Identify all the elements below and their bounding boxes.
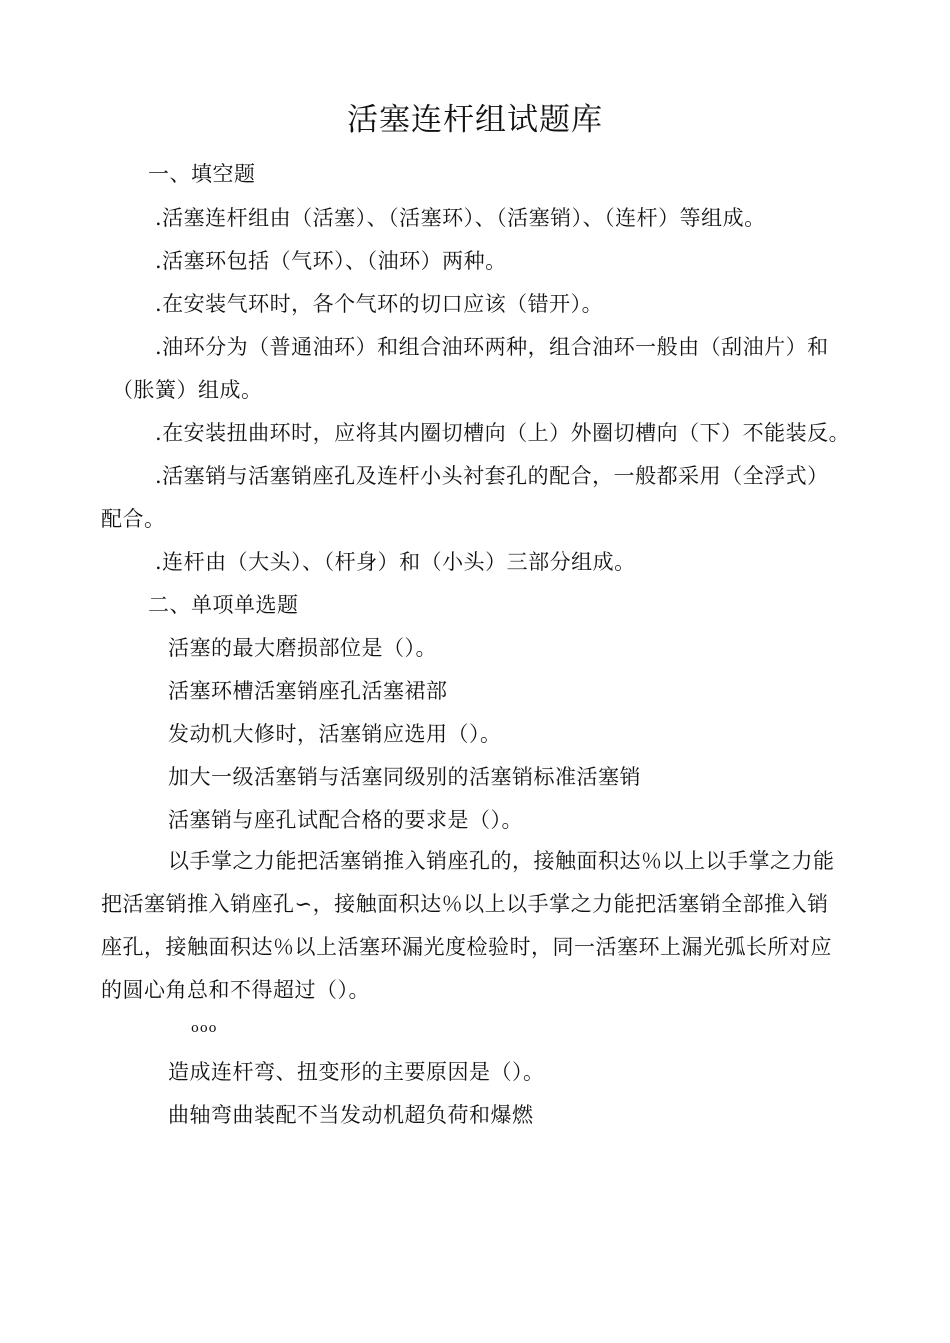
choice-question-2-options: 加大一级活塞销与活塞同级别的活塞销标准活塞销 (168, 765, 641, 789)
question-7: .连杆由（大头）、（杆身）和（小头）三部分组成。 (155, 550, 636, 574)
question-1: .活塞连杆组由（活塞）、（活塞环）、（活塞销）、（连杆）等组成。 (155, 206, 766, 230)
choice-question-3-paragraph-line-4: 的圆心角总和不得超过（）。 (101, 978, 370, 1002)
question-6-line-1: .活塞销与活塞销座孔及连杆小头衬套孔的配合，一般都采用（全浮式） (155, 464, 829, 488)
question-2: .活塞环包括（气环）、（油环）两种。 (155, 249, 507, 273)
choice-question-4: 造成连杆弯、扭变形的主要原因是（）。 (168, 1060, 545, 1084)
choice-question-3-paragraph-line-3: 座孔，接触面积达％以上活塞环漏光度检验时，同一活塞环上漏光弧长所对应 (101, 935, 832, 959)
choice-question-3: 活塞销与座孔试配合格的要求是（）。 (168, 808, 523, 832)
ellipsis-marks: ooo (191, 1021, 218, 1036)
question-4-line-1: .油环分为（普通油环）和组合油环两种，组合油环一般由（刮油片）和 (155, 335, 829, 359)
choice-question-3-paragraph-line-1: 以手掌之力能把活塞销推入销座孔的，接触面积达％以上以手掌之力能 (168, 849, 835, 873)
question-6-line-2: 配合。 (101, 507, 166, 531)
question-3: .在安装气环时，各个气环的切口应该（错开）。 (155, 292, 604, 316)
choice-question-3-paragraph-line-2: 把活塞销推入销座孔∽，接触面积达％以上以手掌之力能把活塞销全部推入销 (101, 892, 829, 916)
choice-question-1: 活塞的最大磨损部位是（）。 (168, 636, 437, 660)
question-4-line-2: （胀簧）组成。 (112, 378, 263, 402)
question-5: .在安装扭曲环时，应将其内圈切槽向（上）外圈切槽向（下）不能装反。 (155, 421, 851, 445)
section-heading-single-choice: 二、单项单选题 (148, 593, 299, 617)
choice-question-1-options: 活塞环槽活塞销座孔活塞裙部 (168, 679, 448, 703)
section-heading-fill-blank: 一、填空题 (148, 162, 256, 186)
choice-question-2: 发动机大修时，活塞销应选用（）。 (168, 722, 502, 746)
page-title: 活塞连杆组试题库 (347, 102, 603, 138)
choice-question-4-options: 曲轴弯曲装配不当发动机超负荷和爆燃 (168, 1103, 534, 1127)
